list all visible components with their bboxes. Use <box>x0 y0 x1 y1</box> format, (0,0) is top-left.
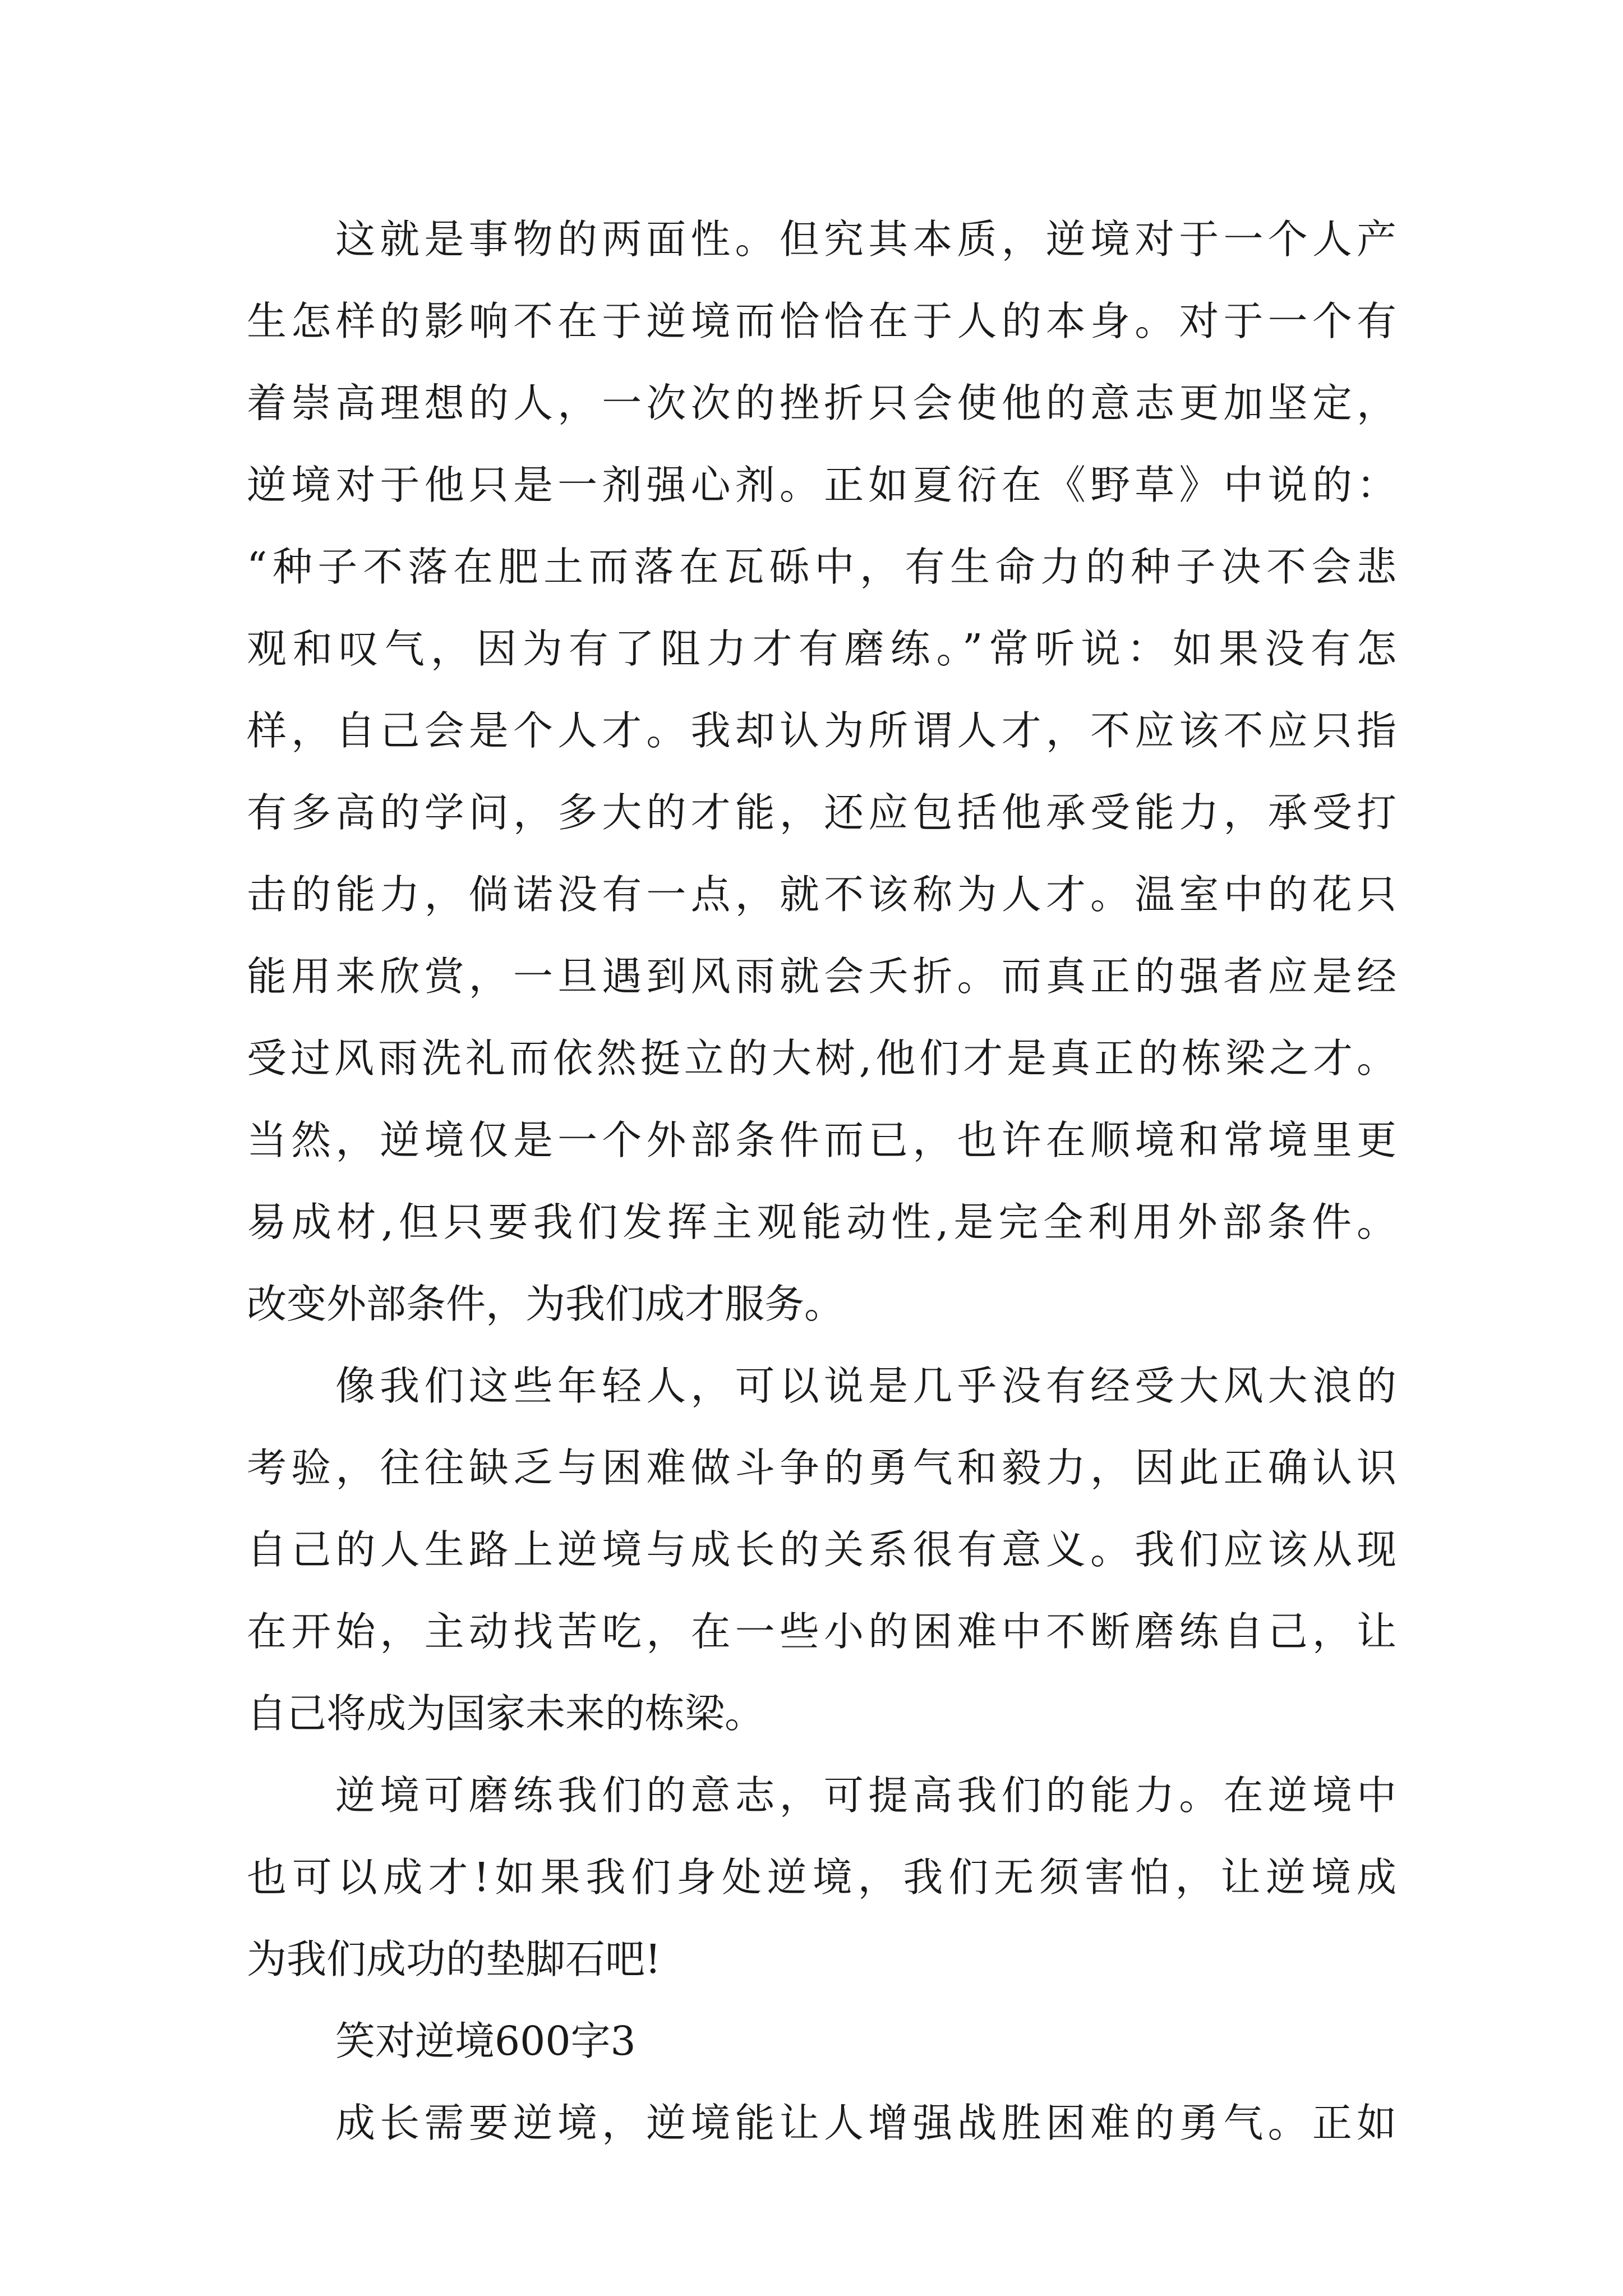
body-line: 在开始，主动找苦吃，在一些小的困难中不断磨练自己，让 <box>247 1608 1396 1655</box>
body-line: 有多高的学问，多大的才能，还应包括他承受能力，承受打 <box>247 789 1396 836</box>
section-heading: 笑对逆境600字3 <box>335 2018 636 2064</box>
body-line: 能用来欣赏，一旦遇到风雨就会夭折。而真正的强者应是经 <box>247 953 1396 1000</box>
body-line: “种子不落在肥土而落在瓦砾中，有生命力的种子决不会悲 <box>247 544 1396 590</box>
body-line: 这就是事物的两面性。但究其本质，逆境对于一个人产 <box>335 216 1396 263</box>
body-line: 击的能力，倘诺没有一点，就不该称为人才。温室中的花只 <box>247 871 1396 918</box>
body-line: 逆境可磨练我们的意志，可提高我们的能力。在逆境中 <box>335 1772 1396 1819</box>
body-line: 为我们成功的垫脚石吧! <box>247 1936 661 1982</box>
body-line: 成长需要逆境，逆境能让人增强战胜困难的勇气。正如 <box>335 2100 1396 2146</box>
body-line: 也可以成才!如果我们身处逆境，我们无须害怕，让逆境成 <box>247 1854 1396 1901</box>
body-line: 当然，逆境仅是一个外部条件而已，也许在顺境和常境里更 <box>247 1117 1396 1163</box>
body-line: 考验，往往缺乏与困难做斗争的勇气和毅力，因此正确认识 <box>247 1444 1396 1491</box>
body-line: 生怎样的影响不在于逆境而恰恰在于人的本身。对于一个有 <box>247 298 1396 344</box>
body-line: 着崇高理想的人，一次次的挫折只会使他的意志更加坚定， <box>247 380 1396 426</box>
body-line: 逆境对于他只是一剂强心剂。正如夏衍在《野草》中说的： <box>247 462 1396 508</box>
body-line: 易成材,但只要我们发挥主观能动性,是完全利用外部条件。 <box>247 1199 1396 1245</box>
body-line: 自己将成为国家未来的栋梁。 <box>247 1690 765 1737</box>
body-line: 改变外部条件，为我们成才服务。 <box>247 1281 845 1327</box>
body-line: 像我们这些年轻人，可以说是几乎没有经受大风大浪的 <box>335 1363 1396 1409</box>
body-line: 受过风雨洗礼而依然挺立的大树,他们才是真正的栋梁之才。 <box>247 1035 1396 1082</box>
body-line: 观和叹气，因为有了阻力才有磨练。”常听说：如果没有怎 <box>247 625 1396 672</box>
body-line: 样，自己会是个人才。我却认为所谓人才，不应该不应只指 <box>247 707 1396 754</box>
body-line: 自己的人生路上逆境与成长的关系很有意义。我们应该从现 <box>247 1526 1396 1573</box>
